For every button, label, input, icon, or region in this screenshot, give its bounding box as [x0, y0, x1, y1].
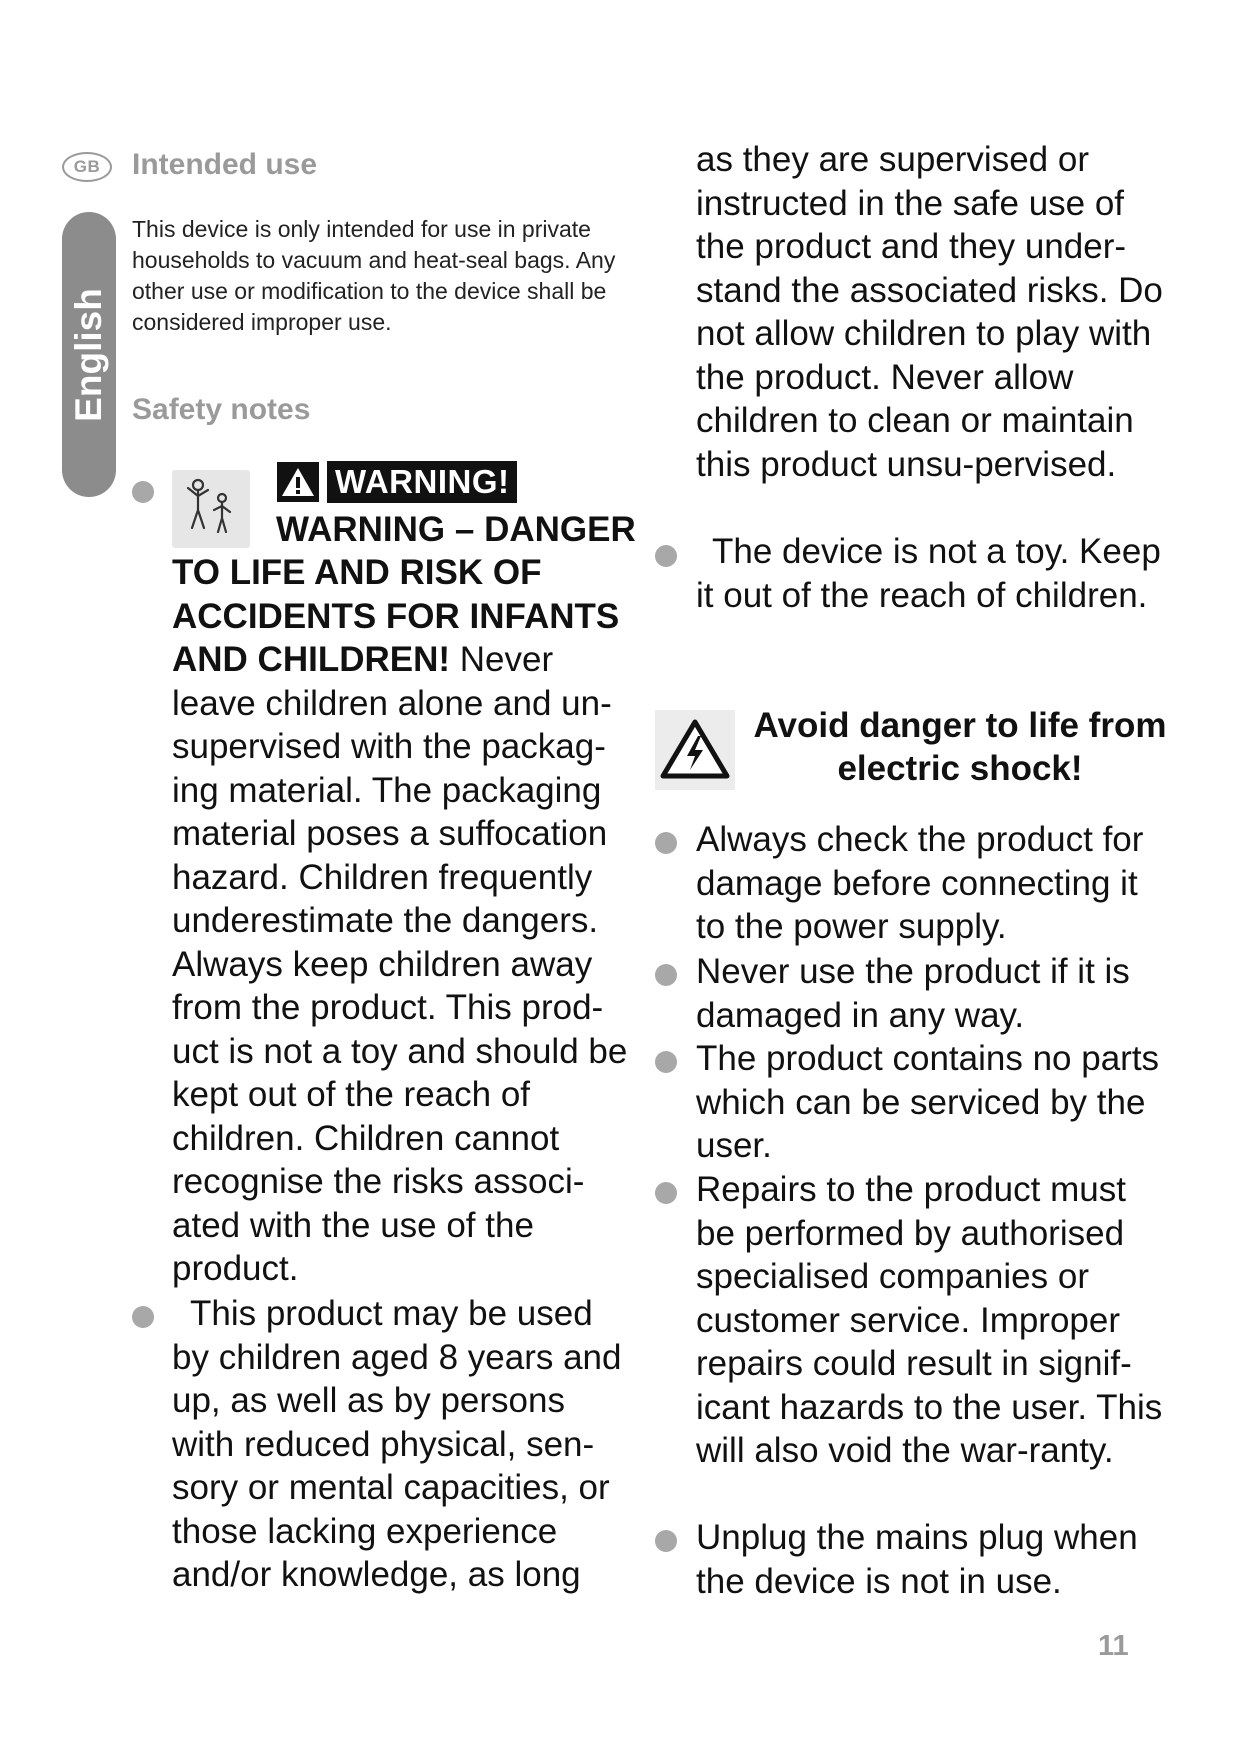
danger-heading: TO LIFE AND RISK OF ACCIDENTS FOR INFANTS AND CHILDREN! [172, 553, 620, 679]
bullet-icon [655, 964, 677, 986]
warning-triangle-icon [277, 462, 319, 502]
children-note-start: This product may be used by children aged 8 years and up, as well as by persons with reduced physical, sen-sory or mental capacities, or those lacking experience and/or knowledge, as long [172, 1294, 622, 1594]
warning-label-text: WARNING! [327, 461, 517, 503]
shock-item: Always check the product for damage before connecting it to the power supply. [696, 820, 1144, 946]
shock-item: The product contains no parts which can be serviced by the user. [696, 1039, 1160, 1165]
children-note-continued: as they are supervised or instructed in the safe use of the product and they under-stand the associated risks. Do not allow children to play with the product. Never allow children to clean or maintain this product unsu-pervised. [696, 140, 1163, 484]
warning-paragraph [172, 551, 632, 1291]
bullet-icon [655, 545, 677, 567]
bullet-icon [655, 1182, 677, 1204]
bullet-icon [132, 1306, 154, 1328]
safety-notes-heading: Safety notes [132, 393, 311, 426]
danger-heading-line1: WARNING – DANGER [276, 510, 636, 549]
bullet-icon [655, 1051, 677, 1073]
warning-label [277, 461, 517, 503]
shock-item: Never use the product if it is damaged in any way. [696, 952, 1130, 1035]
children-warning-icon [172, 470, 250, 548]
language-tab-label: English [68, 287, 109, 422]
toy-note: The device is not a toy. Keep it out of the reach of children. [696, 532, 1161, 615]
language-tab [62, 212, 116, 497]
intended-use-heading: Intended use [132, 148, 318, 181]
bullet-icon [132, 481, 154, 503]
bullet-icon [655, 832, 677, 854]
page-number: 11 [1098, 1630, 1129, 1662]
bullet-icon [655, 1530, 677, 1552]
electric-shock-heading: Avoid danger to life from electric shock! [753, 706, 1167, 788]
intended-use-text: This device is only intended for use in private households to vacuum and heat-seal bags. Any other use or modification to the device shall be considered improper use. [132, 216, 616, 335]
country-badge: GB [62, 152, 112, 182]
shock-item: Repairs to the product must be performed by authorised specialised companies or customer service. Improper repairs could result in signif-icant hazards to the user. This will also void the war-ranty. [696, 1170, 1163, 1470]
shock-item: Unplug the mains plug when the device is not in use. [696, 1518, 1138, 1601]
electric-shock-warning-icon [655, 710, 735, 790]
warning-body: Never leave children alone and un-supervised with the packag-ing material. The packaging material poses a suffocation hazard. Children frequently underestimate the dangers. Always keep children away from the product. This prod-uct is not a toy and should be kept out of the reach of children. Children cannot recognise the risks associ-ated with the use of the product. [172, 640, 628, 1288]
